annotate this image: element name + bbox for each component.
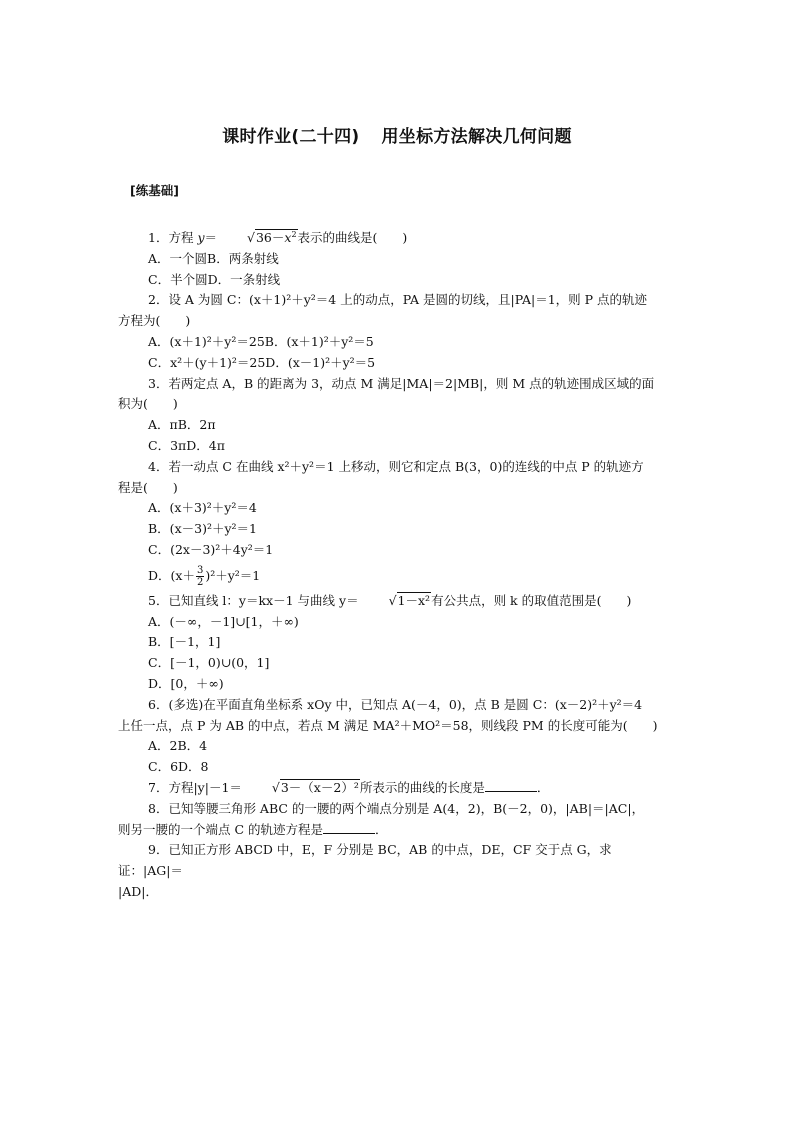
question-6-options-cd: C．6D．8 bbox=[148, 759, 209, 775]
question-7: 7．方程|y|－1＝ √3－（x－2）²所表示的曲线的长度是 ． bbox=[118, 778, 663, 799]
question-4-option-b: B．(x－3)²＋y²＝1 bbox=[148, 521, 257, 537]
question-5-option-a: A．(－∞，－1]∪[1，＋∞) bbox=[148, 613, 299, 629]
question-1: 1．方程 $y= √36-x^2$表示的曲线是( ) bbox=[118, 225, 663, 249]
question-2-cont: 方程为( ) bbox=[118, 313, 191, 329]
question-1-options-cd: C．半个圆D．一条射线 bbox=[148, 271, 281, 287]
fraction: $\frac{3}{2}$ bbox=[196, 564, 204, 588]
question-3-options-ab: A．πB．2π bbox=[148, 417, 216, 433]
title-part1: 课时作业(二十四) bbox=[222, 127, 360, 147]
sqrt-expression: √1－x² bbox=[388, 592, 431, 608]
question-8-cont: 则另一腰的一个端点 C 的轨迹方程是 ． bbox=[118, 821, 388, 837]
question-3: 3．若两定点 A，B 的距离为 3，动点 M 满足|MA|＝2|MB|，则 M 点的轨迹围成区域的面 bbox=[148, 375, 655, 391]
question-2: 2．设 A 为圆 C：(x＋1)²＋y²＝4 上的动点，PA 是圆的切线，且|PA|＝1，则 P 点的轨迹 bbox=[148, 292, 648, 308]
question-1-options-ab: A．一个圆B．两条射线 bbox=[148, 250, 279, 266]
question-3-cont: 积为( ) bbox=[118, 396, 178, 412]
question-4-option-a: A．(x＋3)²＋y²＝4 bbox=[148, 500, 257, 516]
answer-blank[interactable] bbox=[485, 778, 537, 792]
page-title bbox=[0, 122, 794, 147]
question-5-option-b: B．[－1，1] bbox=[148, 634, 221, 650]
question-4-cont: 程是( ) bbox=[118, 479, 178, 495]
question-list bbox=[118, 225, 663, 903]
question-5-option-d: D．[0，＋∞) bbox=[148, 675, 224, 691]
title-part2: 用坐标方法解决几何问题 bbox=[381, 127, 572, 147]
question-4-option-d: D．(x＋ $\frac{3}{2}$ )²＋y²＝1 bbox=[148, 564, 261, 588]
section-label: [练基础] bbox=[130, 183, 179, 198]
question-5: 5．已知直线 l：y＝kx－1 与曲线 y＝ √1－x²有公共点，则 k 的取值范围是( ) bbox=[118, 591, 663, 612]
question-2-options-ab: A．(x＋1)²＋y²＝25B．(x＋1)²＋y²＝5 bbox=[148, 333, 374, 349]
question-2-options-cd: C．x²＋(y＋1)²＝25D．(x－1)²＋y²＝5 bbox=[148, 354, 376, 370]
sqrt-expression: √3－（x－2）² bbox=[271, 779, 359, 795]
answer-blank[interactable] bbox=[323, 820, 375, 834]
question-6-options-ab: A．2B．4 bbox=[148, 738, 208, 754]
question-9-cont: |AD|． bbox=[118, 883, 158, 899]
question-3-options-cd: C．3πD．4π bbox=[148, 437, 225, 453]
question-5-option-c: C．[－1，0)∪(0，1] bbox=[148, 655, 270, 671]
question-6-cont: 上任一点，点 P 为 AB 的中点，若点 M 满足 MA²＋MO²＝58，则线段 PM 的长度可能为( ) bbox=[118, 717, 658, 733]
question-4-option-c: C．(2x－3)²＋4y²＝1 bbox=[148, 541, 274, 557]
question-6: 6．(多选)在平面直角坐标系 xOy 中，已知点 A(－4，0)，点 B 是圆 C：(x－2)²＋y²＝4 bbox=[148, 696, 643, 712]
question-4: 4．若一动点 C 在曲线 x²＋y²＝1 上移动，则它和定点 B(3，0)的连线的中点 P 的轨迹方 bbox=[148, 458, 644, 474]
question-9: 9．已知正方形 ABCD 中，E，F 分别是 BC，AB 的中点，DE，CF 交于点 G，求证：|AG|＝ bbox=[118, 842, 612, 879]
sqrt-expression: $√36-x^2$ bbox=[247, 230, 297, 245]
question-8: 8．已知等腰三角形 ABC 的一腰的两个端点分别是 A(4，2)，B(－2，0)，|AB|＝|AC|， bbox=[148, 800, 645, 816]
